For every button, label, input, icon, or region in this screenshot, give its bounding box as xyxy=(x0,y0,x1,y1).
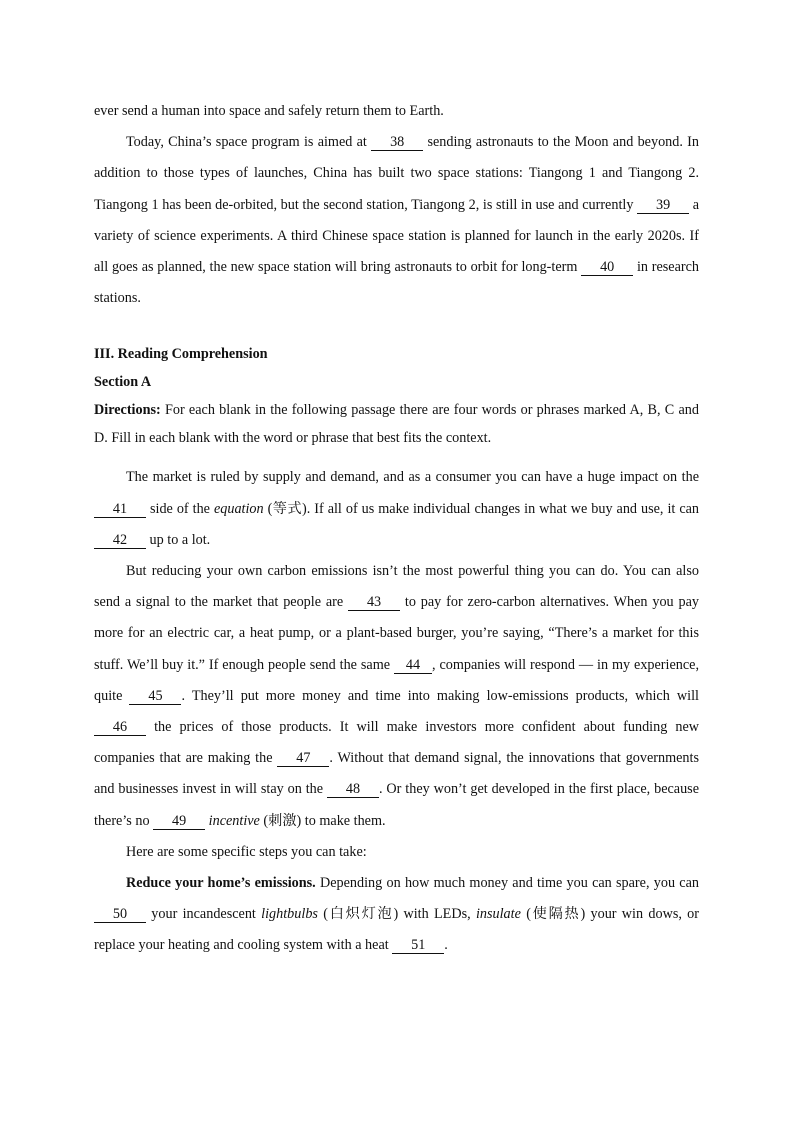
blank-39[interactable]: 39 xyxy=(637,198,689,214)
section-subtitle: Section A xyxy=(94,374,152,391)
passage1-paragraph: Today, China’s space program is aimed at 38 sending astronauts to the Moon and beyond. In addition to those types of launches, China has built two space stations: Tiangong 1 and Tiangong 2. Tiangong 1 has been de-orbited, but the second station, Tiangong 2, is still in use and currently 39 a variety of science experiments. A third Chinese space station is planned for launch in the early 2020s. If all goes as planned, the new space station will bring astronauts to orbit for long-term 40 in research stations. xyxy=(94,134,699,307)
blank-40[interactable]: 40 xyxy=(581,260,633,276)
blank-44[interactable]: 44 xyxy=(394,658,432,674)
passage1-line0: ever send a human into space and safely return them to Earth. xyxy=(94,103,444,119)
blank-41[interactable]: 41 xyxy=(94,502,146,518)
blank-50[interactable]: 50 xyxy=(94,907,146,923)
blank-51[interactable]: 51 xyxy=(392,938,444,954)
blank-48[interactable]: 48 xyxy=(327,782,379,798)
directions-label: Directions: xyxy=(94,402,161,419)
blank-49[interactable]: 49 xyxy=(153,814,205,830)
blank-43[interactable]: 43 xyxy=(348,595,400,611)
blank-46[interactable]: 46 xyxy=(94,720,146,736)
document-page xyxy=(94,96,699,962)
passage2-paragraph-3: Here are some specific steps you can take: xyxy=(126,843,367,860)
blank-42[interactable]: 42 xyxy=(94,533,146,549)
passage2-paragraph-1: The market is ruled by supply and demand, and as a consumer you can have a huge impact on the 41 side of the equation (等式). If all of us make individual changes in what we buy and use, it can 42 up to a lot. xyxy=(94,462,699,556)
directions: Directions: For each blank in the following passage there are four words or phrases marked A, B, C and D. Fill in each blank with the word or phrase that best fits the context. xyxy=(94,402,699,447)
blank-45[interactable]: 45 xyxy=(129,689,181,705)
passage2-paragraph-4: Reduce your home’s emissions. Depending on how much money and time you can spare, you can 50 your incandescent lightbulbs (白炽灯泡) with LEDs, insulate (使隔热) your win dows, or replace your heating and cooling system with a heat 51 . xyxy=(94,875,699,954)
blank-38[interactable]: 38 xyxy=(371,135,423,151)
section-title: III. Reading Comprehension xyxy=(94,346,268,363)
passage2-paragraph-2: But reducing your own carbon emissions isn’t the most powerful thing you can do. You can also send a signal to the market that people are 43 to pay for zero-carbon alternatives. When you pay more for an electric car, a heat pump, or a plant-based burger, you’re saying, “There’s a market for this stuff. We’ll buy it.” If enough people send the same 44 , companies will respond — in my experience, quite 45 . They’ll put more money and time into making low-emissions products, which will 46 the prices of those products. It will make investors more confident about funding new companies that are making the 47 . Without that demand signal, the innovations that governments and businesses invest in will stay on the 48 . Or they won’t get developed in the first place, because there’s no 49 incentive (刺激) to make them. xyxy=(94,563,699,829)
blank-47[interactable]: 47 xyxy=(277,751,329,767)
